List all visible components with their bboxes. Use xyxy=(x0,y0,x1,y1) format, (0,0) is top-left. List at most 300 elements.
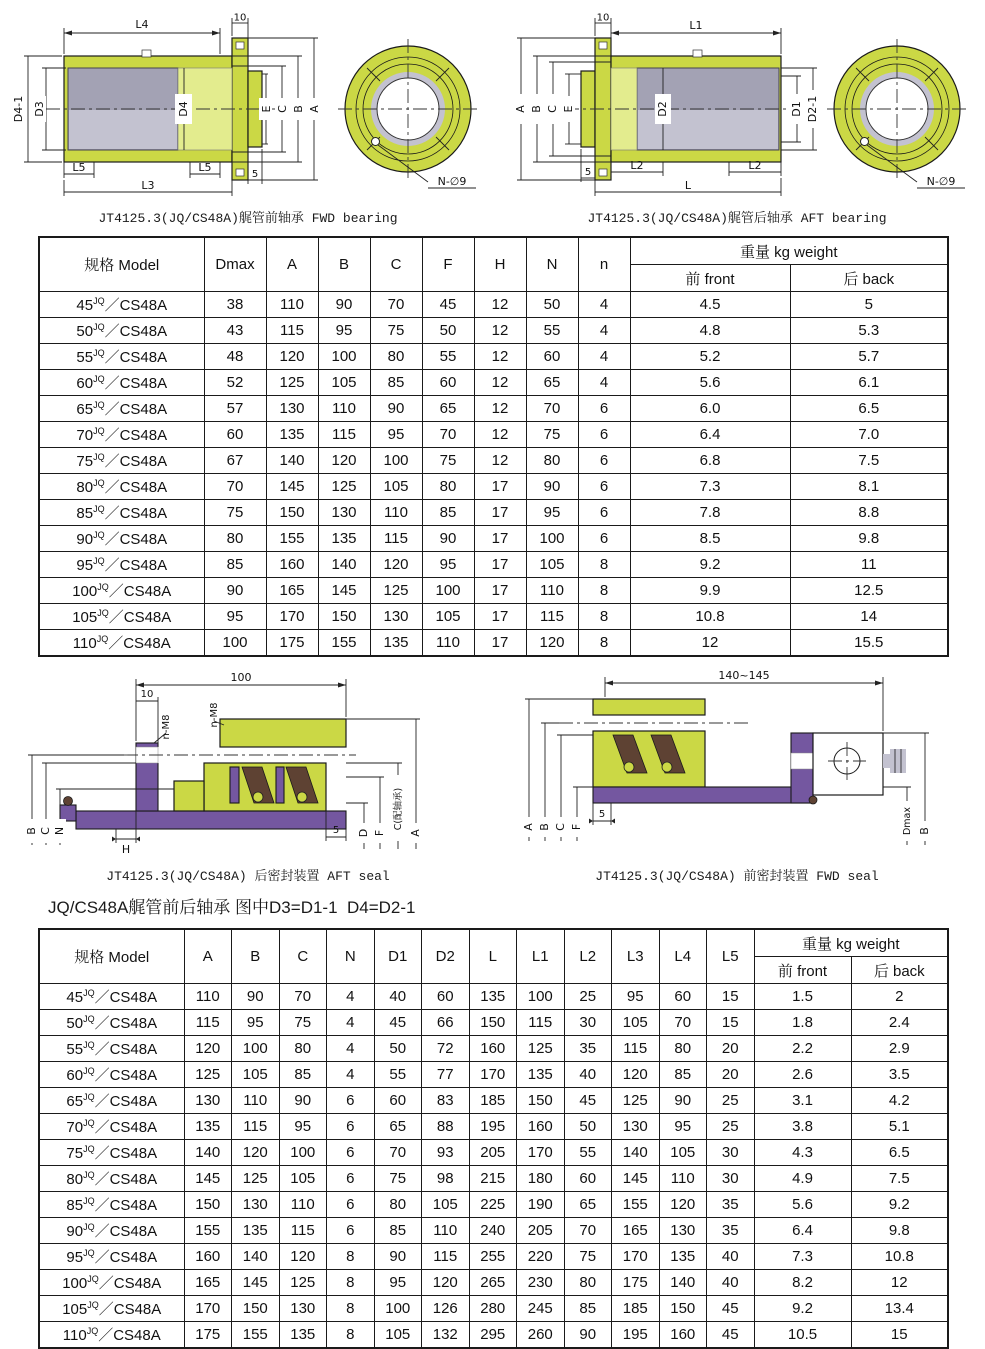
table-row xyxy=(39,1088,948,1114)
aft-bearing-panel xyxy=(493,14,981,226)
table-cell: 30 xyxy=(564,1010,612,1036)
table-cell: 105 xyxy=(422,1192,470,1218)
table-cell: 4.9 xyxy=(754,1166,851,1192)
model-cell: $100^{JQ}/CS48A$ xyxy=(39,1270,184,1296)
table-cell: 150 xyxy=(318,604,370,630)
table-cell: 75 xyxy=(374,1166,422,1192)
table-cell: 6.4 xyxy=(754,1218,851,1244)
table-cell: 2 xyxy=(851,984,948,1010)
aft-bearing-front-view xyxy=(827,39,967,188)
table-cell: 140 xyxy=(266,448,318,474)
table-cell: 130 xyxy=(370,604,422,630)
table-row xyxy=(39,1010,948,1036)
table-cell: 45 xyxy=(564,1088,612,1114)
table-cell: 125 xyxy=(318,474,370,500)
table-cell: 70 xyxy=(370,292,422,318)
model-cell: $105^{JQ}/CS48A$ xyxy=(39,604,204,630)
table-cell: 75 xyxy=(279,1010,327,1036)
table-cell: 105 xyxy=(612,1010,660,1036)
table-cell: 60 xyxy=(659,984,707,1010)
table-cell: 135 xyxy=(232,1218,280,1244)
model-cell: $80^{JQ}/CS48A$ xyxy=(39,1166,184,1192)
table-cell: 135 xyxy=(469,984,517,1010)
table-cell: 126 xyxy=(422,1296,470,1322)
table-cell: 115 xyxy=(370,526,422,552)
table-cell: 66 xyxy=(422,1010,470,1036)
front-weight-header: 前 front xyxy=(754,957,851,984)
column-header: N xyxy=(526,237,578,292)
bolt-hole xyxy=(861,138,869,146)
table-cell: 90 xyxy=(526,474,578,500)
column-header: n xyxy=(578,237,630,292)
table-cell: 115 xyxy=(526,604,578,630)
aft-bearing-caption: JT4125.3(JQ/CS48A)艉管后轴承 AFT bearing xyxy=(587,211,887,226)
table-cell: 135 xyxy=(279,1322,327,1349)
table-cell: 145 xyxy=(232,1270,280,1296)
table-cell: 35 xyxy=(707,1192,755,1218)
dim-label-5: 5 xyxy=(598,809,606,820)
table-cell: 240 xyxy=(469,1218,517,1244)
table-cell: 4 xyxy=(327,1062,375,1088)
table-cell: 88 xyxy=(422,1114,470,1140)
dim-label-b: B xyxy=(538,823,551,831)
table-cell: 45 xyxy=(707,1322,755,1349)
dim-label-c: C xyxy=(39,827,52,835)
table-cell: 245 xyxy=(517,1296,565,1322)
table-cell: 6 xyxy=(327,1088,375,1114)
table-cell: 115 xyxy=(318,422,370,448)
dim-label-d4-1: D4-1 xyxy=(12,95,25,123)
dim-label-nm8b: n-M8 xyxy=(209,702,220,728)
table-cell: 6 xyxy=(578,422,630,448)
table-cell: 3.8 xyxy=(754,1114,851,1140)
table-cell: 8 xyxy=(327,1322,375,1349)
table-cell: 48 xyxy=(204,344,266,370)
table-cell: 105 xyxy=(232,1062,280,1088)
table-cell: 9.2 xyxy=(851,1192,948,1218)
aft-seal-caption: JT4125.3(JQ/CS48A) 后密封装置 AFT seal xyxy=(106,869,390,884)
table-cell: 17 xyxy=(474,552,526,578)
table-cell: 265 xyxy=(469,1270,517,1296)
table-cell: 57 xyxy=(204,396,266,422)
table-cell: 6 xyxy=(578,448,630,474)
table-cell: 2.4 xyxy=(851,1010,948,1036)
table-cell: 95 xyxy=(422,552,474,578)
table-cell: 55 xyxy=(564,1140,612,1166)
table-cell: 255 xyxy=(469,1244,517,1270)
table-row xyxy=(39,1166,948,1192)
model-cell: $90^{JQ}/CS48A$ xyxy=(39,526,204,552)
model-cell: $65^{JQ}/CS48A$ xyxy=(39,1088,184,1114)
table-row xyxy=(39,318,948,344)
table-cell: 52 xyxy=(204,370,266,396)
table-row xyxy=(39,500,948,526)
table-cell: 100 xyxy=(422,578,474,604)
table-cell: 12 xyxy=(474,422,526,448)
table-cell: 110 xyxy=(232,1088,280,1114)
table-cell: 17 xyxy=(474,604,526,630)
table-row xyxy=(39,578,948,604)
column-header: C xyxy=(370,237,422,292)
table-cell: 80 xyxy=(422,474,474,500)
table-cell: 150 xyxy=(232,1296,280,1322)
column-header: D1 xyxy=(374,929,422,984)
table-row xyxy=(39,370,948,396)
table-cell: 15 xyxy=(707,1010,755,1036)
table-cell: 70 xyxy=(659,1010,707,1036)
column-header: F xyxy=(422,237,474,292)
table-cell: 95 xyxy=(370,422,422,448)
column-header: B xyxy=(318,237,370,292)
table-cell: 5.6 xyxy=(754,1192,851,1218)
weight-column-header: 重量 kg weight xyxy=(754,929,948,957)
table-cell: 80 xyxy=(526,448,578,474)
table-cell: 140 xyxy=(184,1140,232,1166)
table-cell: 8.5 xyxy=(630,526,790,552)
fwd-seal-drawing xyxy=(493,669,981,864)
table-cell: 7.3 xyxy=(754,1244,851,1270)
table-cell: 6 xyxy=(327,1166,375,1192)
dim-label-b: B xyxy=(530,105,543,113)
model-cell: $55^{JQ}/CS48A$ xyxy=(39,344,204,370)
table-cell: 25 xyxy=(707,1088,755,1114)
column-header: L1 xyxy=(517,929,565,984)
table-cell: 135 xyxy=(659,1244,707,1270)
dim-label-dmax: Dmax xyxy=(902,806,913,836)
table-cell: 120 xyxy=(526,630,578,657)
table-cell: 280 xyxy=(469,1296,517,1322)
table-cell: 6 xyxy=(578,500,630,526)
table-cell: 4 xyxy=(327,1010,375,1036)
table-cell: 90 xyxy=(370,396,422,422)
fwd-bearing-drawing xyxy=(4,14,492,206)
dim-label-l1: L1 xyxy=(689,19,703,32)
model-cell: $100^{JQ}/CS48A$ xyxy=(39,578,204,604)
table-cell: 4 xyxy=(578,318,630,344)
table-cell: 150 xyxy=(517,1088,565,1114)
dim-label-n9: N-∅9 xyxy=(926,175,956,188)
table-cell: 8 xyxy=(578,630,630,657)
fwd-bearing-front-view xyxy=(338,39,478,188)
table-cell: 12 xyxy=(630,630,790,657)
table-cell: 60 xyxy=(374,1088,422,1114)
table-cell: 95 xyxy=(526,500,578,526)
model-cell: $60^{JQ}/CS48A$ xyxy=(39,1062,184,1088)
table-row xyxy=(39,1192,948,1218)
table-cell: 132 xyxy=(422,1322,470,1349)
table-cell: 85 xyxy=(279,1062,327,1088)
table-row xyxy=(39,604,948,630)
table-cell: 175 xyxy=(266,630,318,657)
dim-label-d4: D4 xyxy=(177,101,190,117)
dim-label-l: L xyxy=(684,179,692,192)
table-cell: 135 xyxy=(184,1114,232,1140)
column-header: C xyxy=(279,929,327,984)
table-cell: 295 xyxy=(469,1322,517,1349)
table-cell: 1.8 xyxy=(754,1010,851,1036)
table-cell: 150 xyxy=(266,500,318,526)
fwd-bearing-caption: JT4125.3(JQ/CS48A)艉管前轴承 FWD bearing xyxy=(98,211,398,226)
table-cell: 100 xyxy=(517,984,565,1010)
model-cell: $95^{JQ}/CS48A$ xyxy=(39,1244,184,1270)
table-cell: 155 xyxy=(184,1218,232,1244)
dim-label-10: 10 xyxy=(233,12,247,24)
table-cell: 8 xyxy=(327,1244,375,1270)
table-cell: 77 xyxy=(422,1062,470,1088)
table-cell: 80 xyxy=(374,1192,422,1218)
table-cell: 85 xyxy=(204,552,266,578)
table-cell: 17 xyxy=(474,630,526,657)
table-cell: 160 xyxy=(469,1036,517,1062)
table-cell: 120 xyxy=(232,1140,280,1166)
table-cell: 135 xyxy=(370,630,422,657)
table-cell: 110 xyxy=(266,292,318,318)
back-weight-header: 后 back xyxy=(851,957,948,984)
column-header: L2 xyxy=(564,929,612,984)
column-header: L3 xyxy=(612,929,660,984)
table-cell: 65 xyxy=(526,370,578,396)
dim-label-5: 5 xyxy=(332,825,340,836)
table-cell: 120 xyxy=(422,1270,470,1296)
table-cell: 7.3 xyxy=(630,474,790,500)
table-cell: 215 xyxy=(469,1166,517,1192)
table-cell: 8 xyxy=(327,1270,375,1296)
table-row xyxy=(39,1270,948,1296)
table-row xyxy=(39,1062,948,1088)
dim-label-d: D xyxy=(357,828,370,838)
table-row xyxy=(39,1244,948,1270)
table-cell: 110 xyxy=(422,1218,470,1244)
table-cell: 90 xyxy=(659,1088,707,1114)
table-cell: 125 xyxy=(517,1036,565,1062)
fwd-bearing-panel xyxy=(4,14,492,226)
column-header: H xyxy=(474,237,526,292)
table-row xyxy=(39,422,948,448)
table-cell: 98 xyxy=(422,1166,470,1192)
table-cell: 4.3 xyxy=(754,1140,851,1166)
table-cell: 8.8 xyxy=(790,500,948,526)
table-cell: 35 xyxy=(707,1218,755,1244)
model-cell: $45^{JQ}/CS48A$ xyxy=(39,984,184,1010)
model-cell: $75^{JQ}/CS48A$ xyxy=(39,1140,184,1166)
table-cell: 25 xyxy=(707,1114,755,1140)
table-cell: 67 xyxy=(204,448,266,474)
table-cell: 140 xyxy=(659,1270,707,1296)
model-cell: $75^{JQ}/CS48A$ xyxy=(39,448,204,474)
table-cell: 6.0 xyxy=(630,396,790,422)
table-row xyxy=(39,552,948,578)
table-cell: 80 xyxy=(564,1270,612,1296)
table-cell: 185 xyxy=(612,1296,660,1322)
model-cell: $95^{JQ}/CS48A$ xyxy=(39,552,204,578)
table-cell: 125 xyxy=(279,1270,327,1296)
table-row xyxy=(39,526,948,552)
bearing-spec-table xyxy=(38,236,949,657)
table-cell: 30 xyxy=(707,1166,755,1192)
table-cell: 155 xyxy=(232,1322,280,1349)
table-cell: 185 xyxy=(469,1088,517,1114)
table-cell: 110 xyxy=(279,1192,327,1218)
table-cell: 8 xyxy=(578,552,630,578)
table-cell: 120 xyxy=(370,552,422,578)
table-cell: 95 xyxy=(612,984,660,1010)
table-cell: 6.5 xyxy=(851,1140,948,1166)
table-cell: 155 xyxy=(266,526,318,552)
table-cell: 65 xyxy=(374,1114,422,1140)
table-cell: 110 xyxy=(370,500,422,526)
dim-label-100: 100 xyxy=(230,671,252,684)
table-cell: 5.6 xyxy=(630,370,790,396)
table-cell: 25 xyxy=(564,984,612,1010)
table-cell: 105 xyxy=(370,474,422,500)
dim-label-h: H xyxy=(121,843,131,856)
model-cell: $110^{JQ}/CS48A$ xyxy=(39,630,204,657)
model-cell: $60^{JQ}/CS48A$ xyxy=(39,370,204,396)
table-cell: 130 xyxy=(659,1218,707,1244)
table-cell: 9.2 xyxy=(630,552,790,578)
back-weight-header: 后 back xyxy=(790,265,948,292)
model-cell: $105^{JQ}/CS48A$ xyxy=(39,1296,184,1322)
table-cell: 65 xyxy=(422,396,474,422)
table-cell: 170 xyxy=(266,604,318,630)
table-cell: 75 xyxy=(422,448,474,474)
table-row xyxy=(39,1218,948,1244)
column-header: B xyxy=(232,929,280,984)
table-cell: 145 xyxy=(266,474,318,500)
table-cell: 4 xyxy=(578,344,630,370)
table-cell: 50 xyxy=(564,1114,612,1140)
table-cell: 11 xyxy=(790,552,948,578)
aft-seal-drawing xyxy=(4,669,492,864)
table-cell: 7.5 xyxy=(851,1166,948,1192)
table-cell: 6 xyxy=(578,396,630,422)
table-cell: 135 xyxy=(318,526,370,552)
table-cell: 230 xyxy=(517,1270,565,1296)
table-cell: 4 xyxy=(578,370,630,396)
table-cell: 6.4 xyxy=(630,422,790,448)
table-cell: 70 xyxy=(564,1218,612,1244)
table-cell: 12 xyxy=(474,344,526,370)
table-cell: 4 xyxy=(327,984,375,1010)
table-cell: 85 xyxy=(370,370,422,396)
model-cell: $85^{JQ}/CS48A$ xyxy=(39,500,204,526)
table-cell: 45 xyxy=(374,1010,422,1036)
table-cell: 100 xyxy=(279,1140,327,1166)
dim-label-d2-1: D2-1 xyxy=(806,95,819,123)
table-cell: 100 xyxy=(232,1036,280,1062)
table-cell: 170 xyxy=(184,1296,232,1322)
dim-label-d2: D2 xyxy=(656,101,669,117)
table-cell: 110 xyxy=(184,984,232,1010)
table-cell: 115 xyxy=(517,1010,565,1036)
table-cell: 80 xyxy=(370,344,422,370)
table-cell: 60 xyxy=(204,422,266,448)
table-row xyxy=(39,630,948,657)
table-cell: 75 xyxy=(564,1244,612,1270)
table-cell: 145 xyxy=(184,1166,232,1192)
column-header: N xyxy=(327,929,375,984)
table-cell: 90 xyxy=(374,1244,422,1270)
table-cell: 90 xyxy=(422,526,474,552)
dim-label-d3: D3 xyxy=(33,101,46,117)
table-cell: 15 xyxy=(851,1322,948,1349)
table-cell: 60 xyxy=(422,984,470,1010)
model-column-header: 规格 Model xyxy=(39,929,184,984)
front-weight-header: 前 front xyxy=(630,265,790,292)
column-header: L4 xyxy=(659,929,707,984)
aft-bearing-drawing xyxy=(493,14,981,206)
table-cell: 15 xyxy=(707,984,755,1010)
table-cell: 90 xyxy=(564,1322,612,1349)
table-cell: 155 xyxy=(612,1192,660,1218)
table-cell: 4.2 xyxy=(851,1088,948,1114)
model-cell: $90^{JQ}/CS48A$ xyxy=(39,1218,184,1244)
table-cell: 15.5 xyxy=(790,630,948,657)
table-row xyxy=(39,1036,948,1062)
table-row xyxy=(39,292,948,318)
table-cell: 115 xyxy=(232,1114,280,1140)
column-header: Dmax xyxy=(204,237,266,292)
dim-label-n9: N-∅9 xyxy=(437,175,467,188)
table-cell: 130 xyxy=(318,500,370,526)
table-cell: 95 xyxy=(318,318,370,344)
dim-label-f: F xyxy=(373,829,386,837)
table-cell: 20 xyxy=(707,1062,755,1088)
table-cell: 83 xyxy=(422,1088,470,1114)
table-cell: 12 xyxy=(851,1270,948,1296)
table-cell: 125 xyxy=(232,1166,280,1192)
table-cell: 195 xyxy=(612,1322,660,1349)
table-cell: 72 xyxy=(422,1036,470,1062)
table-cell: 12 xyxy=(474,448,526,474)
table-cell: 170 xyxy=(469,1062,517,1088)
table-cell: 6 xyxy=(327,1192,375,1218)
table-cell: 40 xyxy=(374,984,422,1010)
table-cell: 125 xyxy=(370,578,422,604)
table-cell: 130 xyxy=(232,1192,280,1218)
column-header: D2 xyxy=(422,929,470,984)
table-cell: 75 xyxy=(526,422,578,448)
model-cell: $65^{JQ}/CS48A$ xyxy=(39,396,204,422)
table-cell: 130 xyxy=(184,1088,232,1114)
table-cell: 45 xyxy=(422,292,474,318)
table-cell: 120 xyxy=(612,1062,660,1088)
dim-label-a: A xyxy=(514,105,527,113)
table-cell: 115 xyxy=(422,1244,470,1270)
table-cell: 75 xyxy=(204,500,266,526)
table-cell: 105 xyxy=(374,1322,422,1349)
table-cell: 10.8 xyxy=(630,604,790,630)
table-cell: 105 xyxy=(526,552,578,578)
table-cell: 2.6 xyxy=(754,1062,851,1088)
model-cell: $50^{JQ}/CS48A$ xyxy=(39,318,204,344)
table-cell: 150 xyxy=(659,1296,707,1322)
table-cell: 95 xyxy=(232,1010,280,1036)
model-cell: $85^{JQ}/CS48A$ xyxy=(39,1192,184,1218)
table-cell: 120 xyxy=(279,1244,327,1270)
table-cell: 38 xyxy=(204,292,266,318)
table-cell: 190 xyxy=(517,1192,565,1218)
table-cell: 93 xyxy=(422,1140,470,1166)
table-cell: 6 xyxy=(578,474,630,500)
dim-label-c: C xyxy=(546,105,559,113)
table-cell: 9.2 xyxy=(754,1296,851,1322)
table-cell: 95 xyxy=(374,1270,422,1296)
table-cell: 175 xyxy=(612,1270,660,1296)
table-cell: 75 xyxy=(370,318,422,344)
table-cell: 50 xyxy=(422,318,474,344)
table-cell: 20 xyxy=(707,1036,755,1062)
